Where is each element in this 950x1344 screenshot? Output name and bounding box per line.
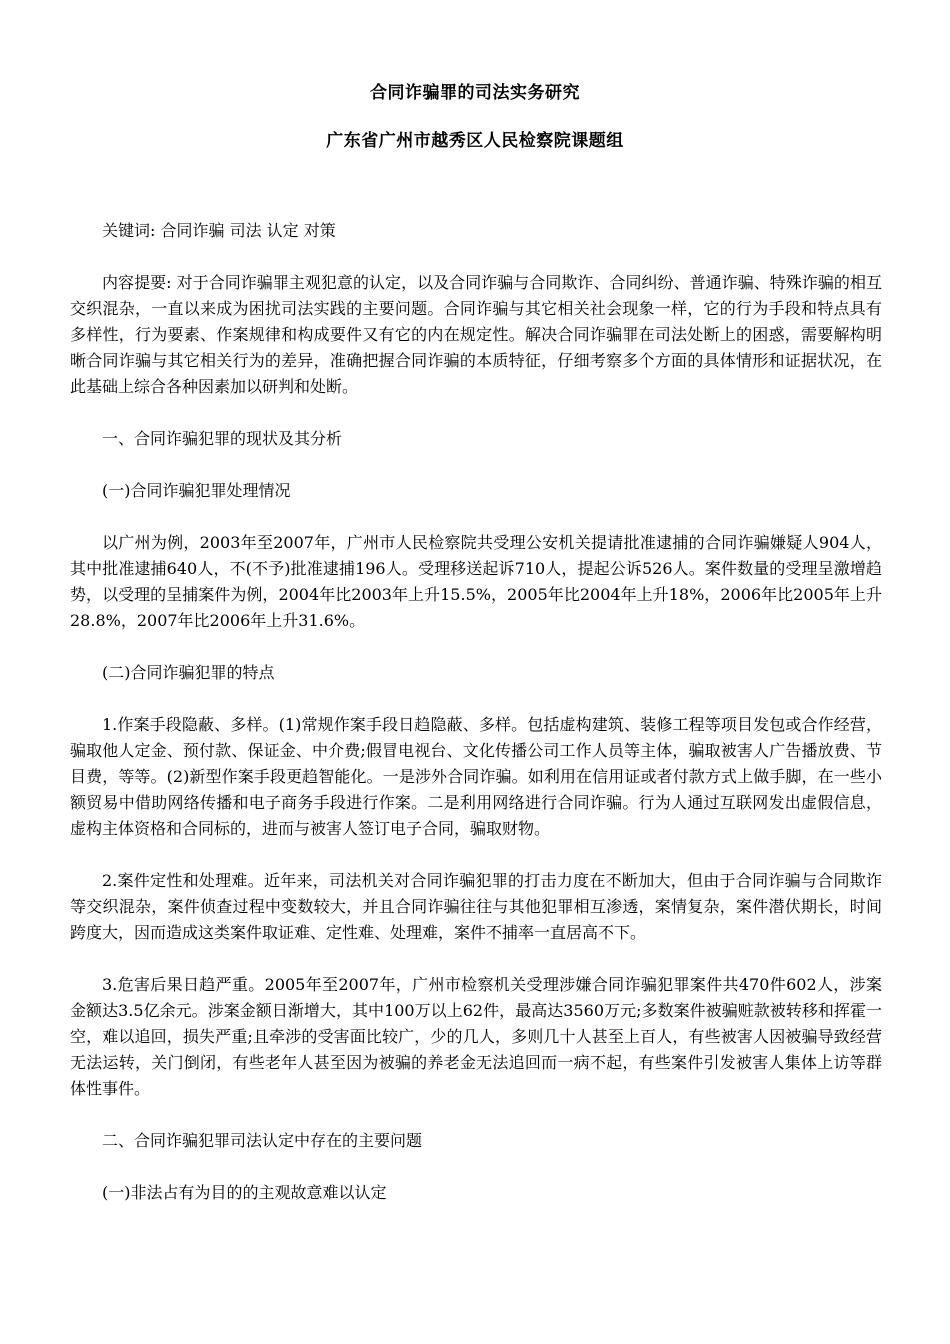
document-title: 合同诈骗罪的司法实务研究 [370,83,580,103]
subsection-heading-2-1: (一)非法占有为目的的主观故意难以认定 [102,1183,387,1202]
section-heading-1: 一、合同诈骗犯罪的现状及其分析 [102,429,343,448]
paragraph-point-1: 1.作案手段隐蔽、多样。(1)常规作案手段日趋隐蔽、多样。包括虚构建筑、装修工程等项目发包或合作经营，骗取他人定金、预付款、保证金、中介费;假冒电视台、文化传播公司工作人员等主体，骗取被害人广告播放费、节目费，等等。(2)新型作案手段更趋智能化。一是涉外合同诈骗。如利用在信用证或者付款方式上做手脚，在一些小额贸易中借助网络传播和电子商务手段进行作案。二是利用网络进行合同诈骗。行为人通过互联网发出虚假信息，虚构主体资格和合同标的，进而与被害人签订电子合同，骗取财物。 [70,715,882,838]
subsection-heading-1-1: (一)合同诈骗犯罪处理情况 [102,481,291,500]
paragraph-point-2: 2.案件定性和处理难。近年来，司法机关对合同诈骗犯罪的打击力度在不断加大，但由于合同诈骗与合同欺诈等交织混杂，案件侦查过程中变数较大，并且合同诈骗往往与其他犯罪相互渗透，案情复杂，案件潜伏期长，时间跨度大，因而造成这类案件取证难、定性难、处理难，案件不捕率一直居高不下。 [70,871,882,942]
paragraph-point-3: 3.危害后果日趋严重。2005年至2007年，广州市检察机关受理涉嫌合同诈骗犯罪案件共470件602人，涉案金额达3.5亿余元。涉案金额日渐增大，其中100万以上62件，最高达3560万元;多数案件被骗赃款被转移和挥霍一空，难以追回，损失严重;且牵涉的受害面比较广，少的几人，多则几十人甚至上百人，有些被害人因被骗导致经营无法运转，关门倒闭，有些老年人甚至因为被骗的养老金无法追回而一病不起，有些案件引发被害人集体上访等群体性事件。 [70,975,882,1098]
subsection-heading-1-2: (二)合同诈骗犯罪的特点 [102,663,275,682]
section-heading-2: 二、合同诈骗犯罪司法认定中存在的主要问题 [102,1131,423,1150]
document-author: 广东省广州市越秀区人民检察院课题组 [326,131,624,151]
keywords-line: 关键词: 合同诈骗 司法 认定 对策 [102,221,336,240]
paragraph-case-statistics: 以广州为例，2003年至2007年，广州市人民检察院共受理公安机关提请批准逮捕的合同诈骗嫌疑人904人，其中批准逮捕640人，不(不予)批准逮捕196人。受理移送起诉710人，提起公诉526人。案件数量的受理呈激增趋势，以受理的呈捕案件为例，2004年比2003年上升15.5%，2005年比2004年上升18%，2006年比2005年上升28.8%，2007年比2006年上升31.6%。 [70,533,882,630]
document-body [70,218,882,1232]
abstract-paragraph: 内容提要: 对于合同诈骗罪主观犯意的认定，以及合同诈骗与合同欺诈、合同纠纷、普通诈骗、特殊诈骗的相互交织混杂，一直以来成为困扰司法实践的主要问题。合同诈骗与其它相关社会现象一样，它的行为手段和特点具有多样性，行为要素、作案规律和构成要件又有它的内在规定性。解决合同诈骗罪在司法处断上的困惑，需要解构明晰合同诈骗与其它相关行为的差异，准确把握合同诈骗的本质特征，仔细考察多个方面的具体情形和证据状况，在此基础上综合各种因素加以研判和处断。 [70,273,882,396]
